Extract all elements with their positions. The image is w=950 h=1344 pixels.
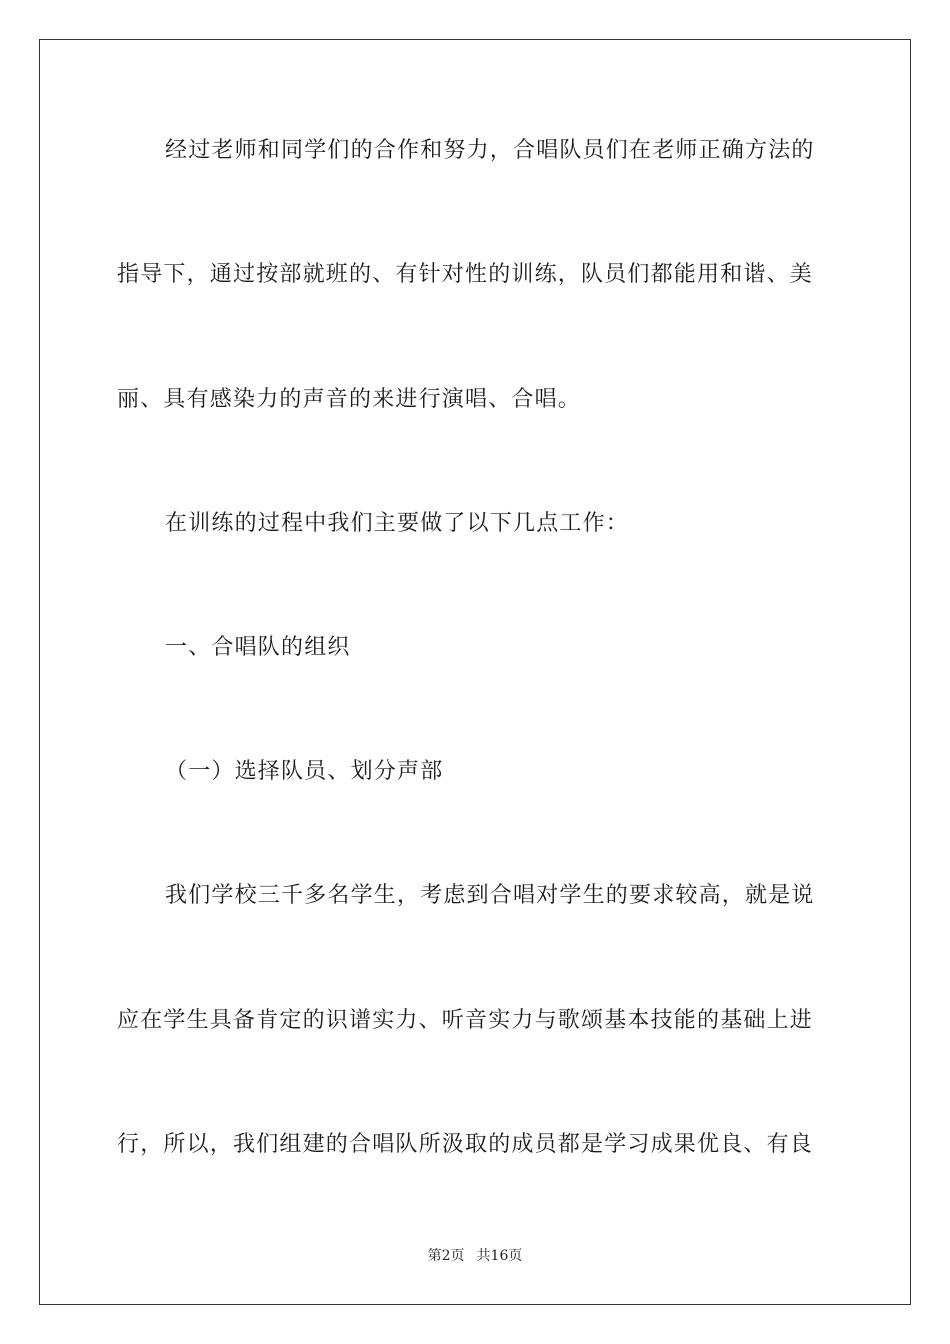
paragraph-line: 我们学校三千多名学生，考虑到合唱对学生的要求较高，就是说	[165, 883, 815, 908]
subsection-heading: （一）选择队员、划分声部	[165, 759, 444, 784]
paragraph-line: 在训练的过程中我们主要做了以下几点工作：	[165, 511, 630, 536]
paragraph-line: 应在学生具备肯定的识谱实力、听音实力与歌颂基本技能的基础上进	[117, 1008, 814, 1033]
page-number: 第2页	[427, 1248, 465, 1264]
paragraph-line: 丽、具有感染力的声音的来进行演唱、合唱。	[117, 387, 582, 412]
section-heading: 一、合唱队的组织	[165, 635, 351, 660]
paragraph-line: 经过老师和同学们的合作和努力，合唱队员们在老师正确方法的	[165, 138, 815, 163]
page-border	[39, 39, 911, 1305]
total-pages: 共16页	[476, 1248, 523, 1264]
paragraph-line: 行，所以，我们组建的合唱队所汲取的成员都是学习成果优良、有良	[117, 1132, 814, 1157]
page-footer	[0, 1246, 950, 1266]
paragraph-line: 指导下，通过按部就班的、有针对性的训练，队员们都能用和谐、美	[117, 262, 814, 287]
